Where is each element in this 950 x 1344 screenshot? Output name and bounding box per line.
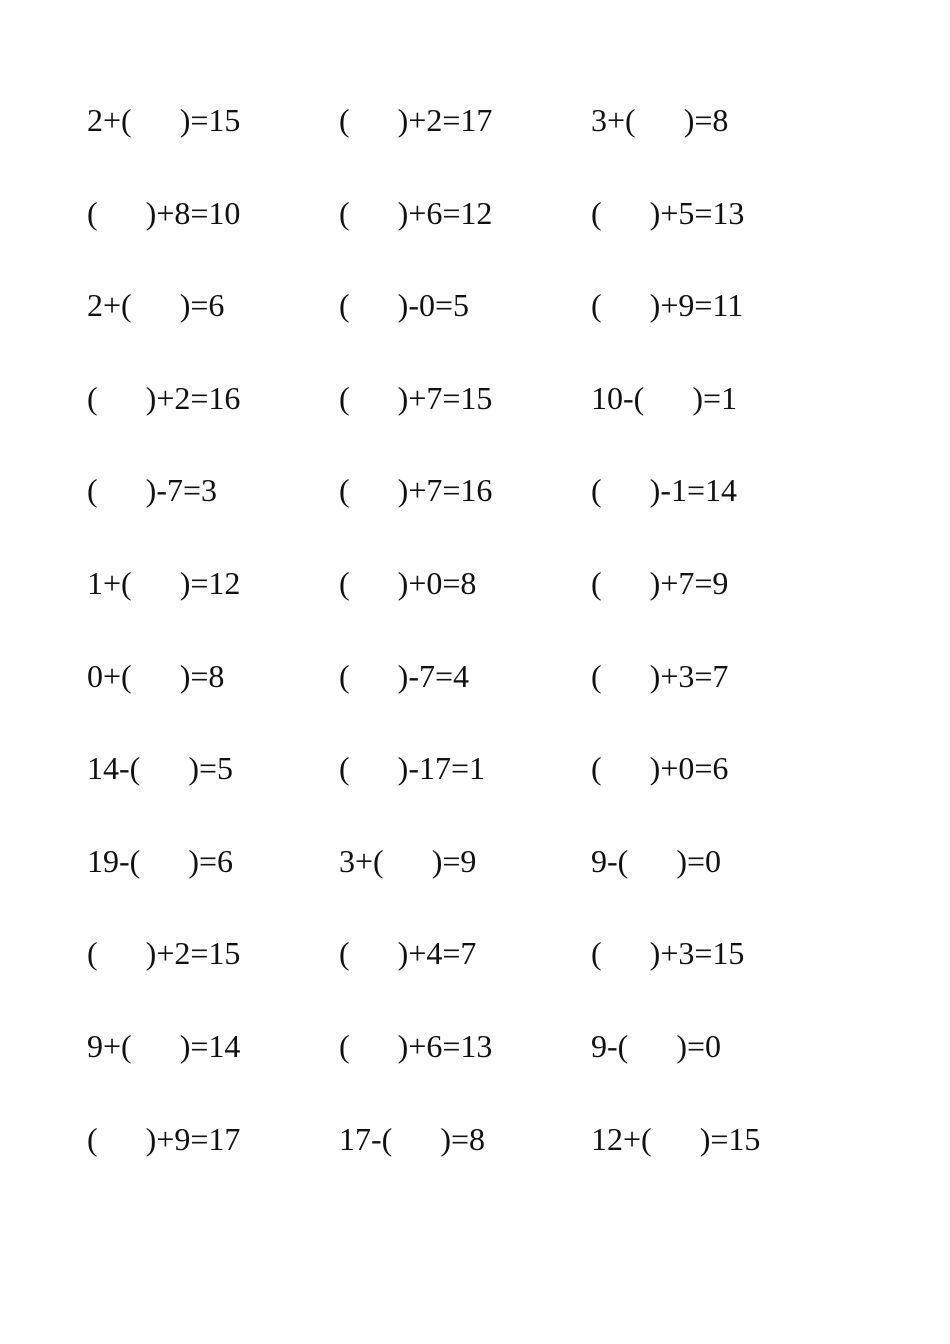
math-problem: ( )+2=16	[87, 379, 241, 416]
math-problem: ( )+0=6	[591, 750, 729, 787]
problem-row	[87, 468, 847, 561]
math-problem: 19-( )=6	[87, 842, 234, 879]
problem-row	[87, 746, 847, 839]
math-problem: ( )+6=13	[339, 1027, 493, 1064]
math-problem: ( )-7=3	[87, 472, 218, 509]
math-problem: ( )+3=15	[591, 935, 745, 972]
math-problem: ( )+4=7	[339, 935, 477, 972]
math-problem: 12+( )=15	[591, 1120, 761, 1157]
math-problem: ( )+7=15	[339, 379, 493, 416]
math-problem: ( )+9=17	[87, 1120, 241, 1157]
problem-row	[87, 98, 847, 191]
math-problem: ( )+6=12	[339, 194, 493, 231]
math-problem: ( )-1=14	[591, 472, 738, 509]
problem-row	[87, 839, 847, 932]
math-problem: ( )+9=11	[591, 287, 744, 324]
problem-row	[87, 283, 847, 376]
math-problem: 9+( )=14	[87, 1027, 241, 1064]
math-problem: ( )+2=17	[339, 102, 493, 138]
problem-row	[87, 561, 847, 654]
math-problem: 2+( )=15	[87, 102, 241, 138]
math-problem: ( )+7=16	[339, 472, 493, 509]
math-problem: 10-( )=1	[591, 379, 738, 416]
math-problem: 17-( )=8	[339, 1120, 486, 1157]
math-worksheet	[87, 98, 847, 1209]
problem-row	[87, 931, 847, 1024]
math-problem: 1+( )=12	[87, 564, 241, 601]
problem-row	[87, 1024, 847, 1117]
math-problem: ( )+7=9	[591, 564, 729, 601]
math-problem: 3+( )=8	[591, 102, 729, 138]
math-problem: 0+( )=8	[87, 657, 225, 694]
math-problem: ( )-7=4	[339, 657, 470, 694]
math-problem: 9-( )=0	[591, 1027, 722, 1064]
math-problem: ( )-0=5	[339, 287, 470, 324]
math-problem: ( )-17=1	[339, 750, 486, 787]
problem-row	[87, 376, 847, 469]
math-problem: 3+( )=9	[339, 842, 477, 879]
problem-row	[87, 654, 847, 747]
math-problem: ( )+8=10	[87, 194, 241, 231]
math-problem: 14-( )=5	[87, 750, 234, 787]
math-problem: ( )+5=13	[591, 194, 745, 231]
math-problem: ( )+3=7	[591, 657, 729, 694]
math-problem: 9-( )=0	[591, 842, 722, 879]
math-problem: ( )+0=8	[339, 564, 477, 601]
math-problem: ( )+2=15	[87, 935, 241, 972]
math-problem: 2+( )=6	[87, 287, 225, 324]
problem-row	[87, 191, 847, 284]
problem-row	[87, 1117, 847, 1210]
